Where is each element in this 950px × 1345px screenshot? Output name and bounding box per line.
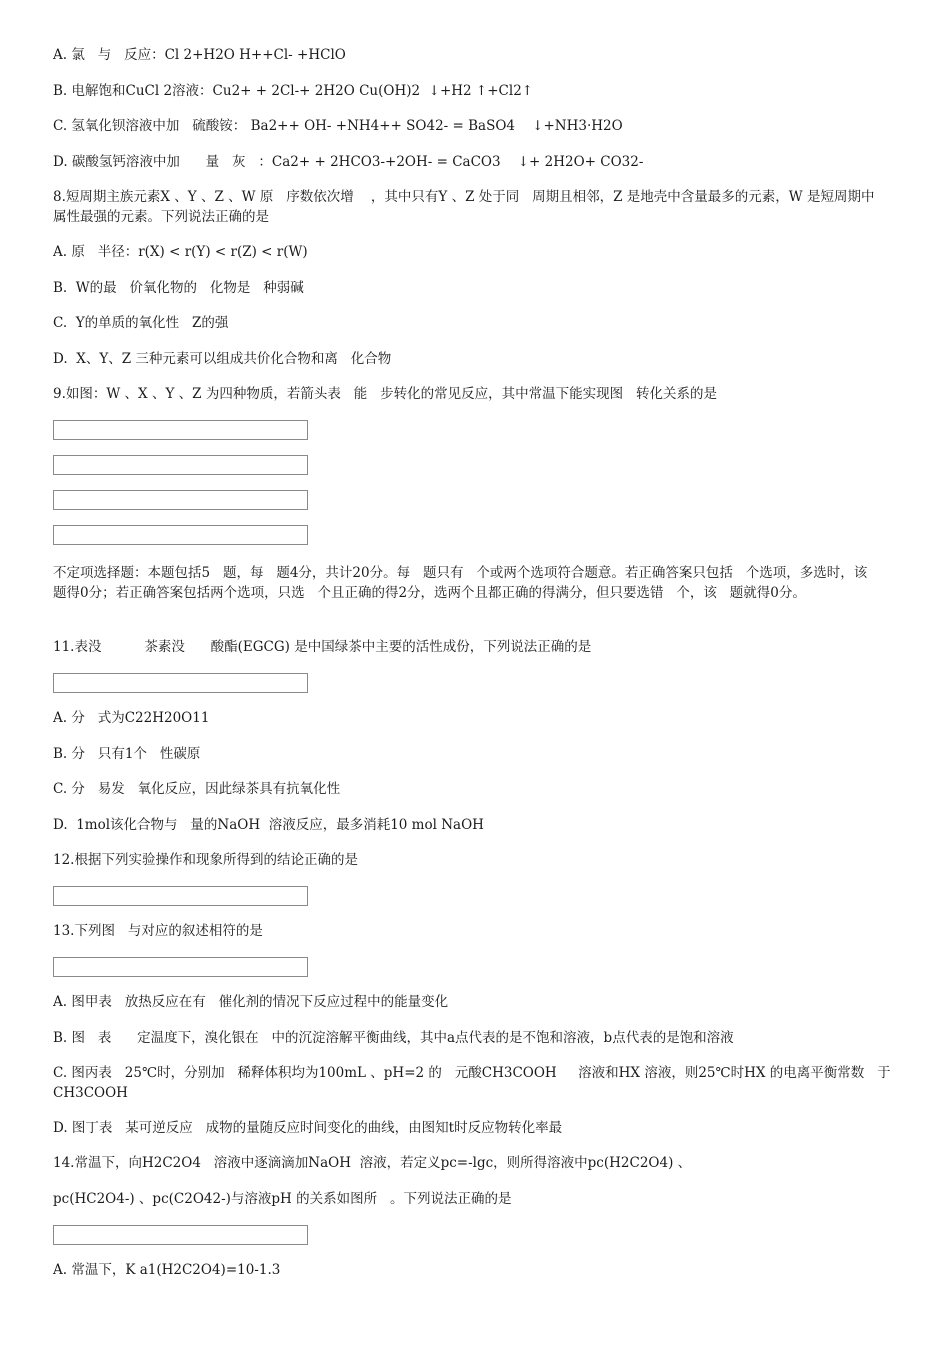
q14-stem-line-2: pc(HC2O4-) 、pc(C2O42-)与溶液pH 的关系如图所 。下列说法正确的是 [53,1191,512,1207]
q11-option-d: D. 1mol该化合物与 量的NaOH 溶液反应，最多消耗10 mol NaOH [53,817,484,833]
q7-option-b: B. 电解饱和CuCl 2溶液：Cu2+ + 2Cl-+ 2H2O Cu(OH)2 ↓+H2 ↑+Cl2↑ [53,83,534,99]
q11-option-b: B. 分 只有1个 性碳原 [53,746,201,762]
q13-option-b: B. 图 表 定温度下，溴化银在 中的沉淀溶解平衡曲线，其中a点代表的是不饱和溶液，b点代表的是饱和溶液 [53,1030,734,1046]
q13-stem: 13.下列图 与对应的叙述相符的是 [53,923,263,939]
q13-option-a: A. 图甲表 放热反应在有 催化剂的情况下反应过程中的能量变化 [53,994,449,1010]
q9-image-placeholder-2 [53,455,308,475]
q9-image-placeholder-1 [53,420,308,440]
section-intro: 不定项选择题：本题包括5 题，每 题4分，共计20分。每 题只有 个或两个选项符合题意。若正确答案只包括 个选项，多选时，该 题得0分；若正确答案包括两个选项，只选 个且正确的得2分，选两个且都正确的得满分，但只要选错 个，该 题就得0分。 [53,565,881,601]
q7-option-c: C. 氢氧化钡溶液中加 硫酸铵： Ba2++ OH- +NH4++ SO42- = BaSO4 ↓+NH3·H2O [53,118,623,134]
q14-option-a: A. 常温下，K a1(H2C2O4)=10-1.3 [53,1262,281,1278]
q11-stem: 11.表没 茶素没 酸酯(EGCG) 是中国绿茶中主要的活性成份，下列说法正确的是 [53,639,592,655]
q8-option-d: D. X、Y、Z 三种元素可以组成共价化合物和离 化合物 [53,351,392,367]
q7-option-d: D. 碳酸氢钙溶液中加 量 灰 ：Ca2+ + 2HCO3-+2OH- = CaCO3 ↓+ 2H2O+ CO32- [53,154,644,170]
q9-image-placeholder-3 [53,490,308,510]
q13-image-placeholder [53,957,308,977]
q8-option-c: C. Y的单质的氧化性 Z的强 [53,315,229,331]
q7-option-a: A. 氯 与 反应：Cl 2+H2O H++Cl- +HClO [53,47,346,63]
q8-option-a: A. 原 半径：r(X) < r(Y) < r(Z) < r(W) [53,244,308,260]
q13-option-c: C. 图丙表 25℃时，分别加 稀释体积均为100mL 、pH=2 的 元酸CH3COOH 溶液和HX 溶液，则25℃时HX 的电离平衡常数 于CH3COOH [53,1065,891,1101]
q11-option-a: A. 分 式为C22H20O11 [53,710,210,726]
q11-image-placeholder [53,673,308,693]
q14-stem-line-1: 14.常温下，向H2C2O4 溶液中逐滴滴加NaOH 溶液，若定义pc=-lgc，则所得溶液中pc(H2C2O4) 、 [53,1155,692,1171]
q8-stem: 8.短周期主族元素X 、Y 、Z 、W 原 序数依次增 ，其中只有Y 、Z 处于同 周期且相邻，Z 是地壳中含量最多的元素，W 是短周期中 属性最强的元素。下列说法正确的是 [53,189,888,225]
q14-image-placeholder [53,1225,308,1245]
q9-image-placeholder-4 [53,525,308,545]
q8-option-b: B. W的最 价氧化物的 化物是 种弱碱 [53,280,304,296]
q11-option-c: C. 分 易发 氧化反应，因此绿茶具有抗氧化性 [53,781,341,797]
q13-option-d: D. 图丁表 某可逆反应 成物的量随反应时间变化的曲线，由图知t时反应物转化率最 [53,1120,563,1136]
q12-stem: 12.根据下列实验操作和现象所得到的结论正确的是 [53,852,358,868]
q9-stem: 9.如图：W 、X 、Y 、Z 为四种物质，若箭头表 能 步转化的常见反应，其中常温下能实现图 转化关系的是 [53,386,717,402]
q12-image-placeholder [53,886,308,906]
